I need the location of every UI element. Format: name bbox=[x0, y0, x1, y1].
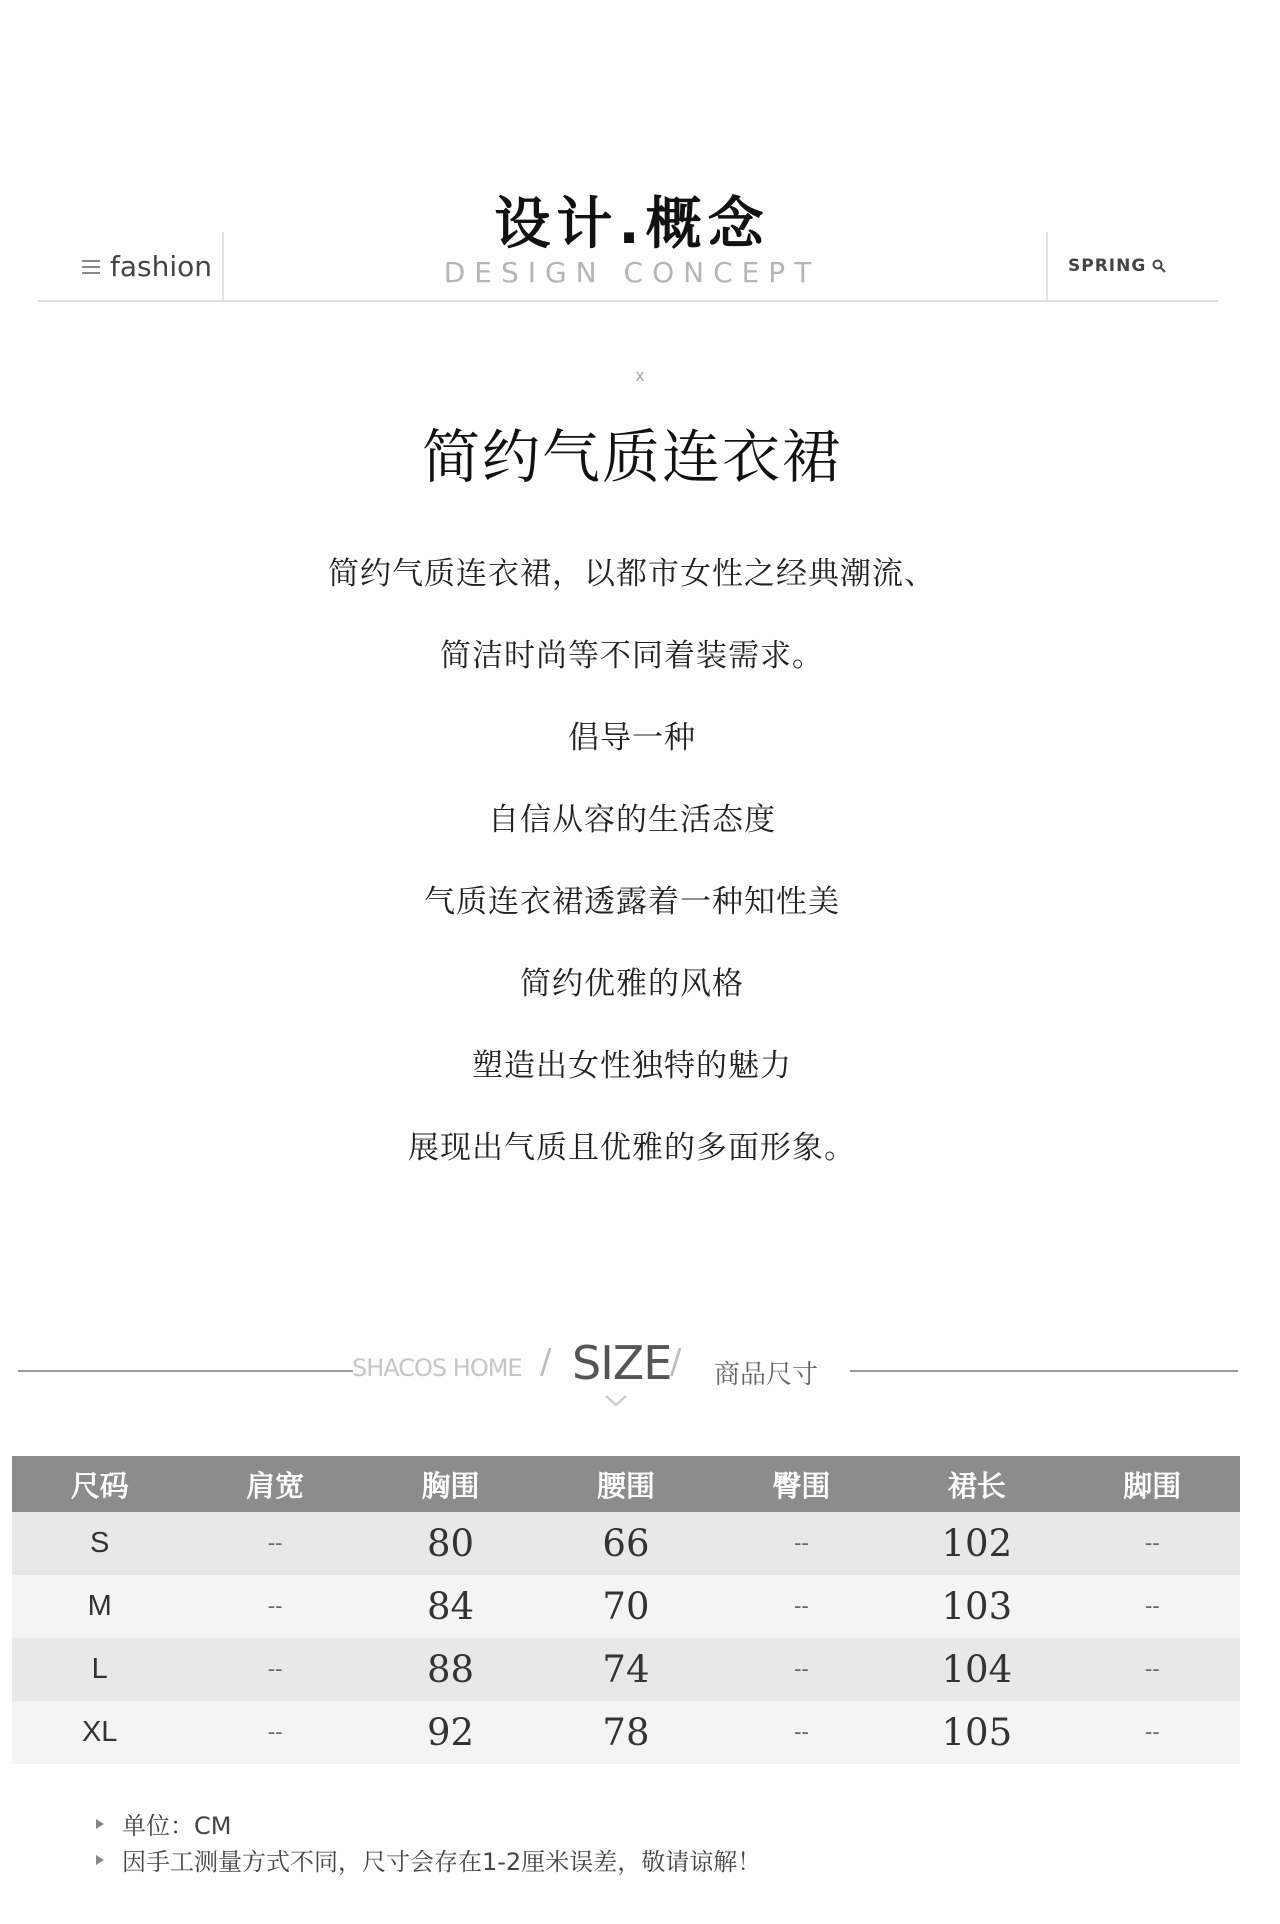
description-line: 倡导一种 bbox=[568, 720, 696, 756]
table-cell: 78 bbox=[538, 1701, 713, 1764]
brand-label: SHACOS HOME bbox=[352, 1354, 522, 1382]
table-cell: 88 bbox=[363, 1638, 538, 1701]
table-cell: 103 bbox=[889, 1575, 1064, 1638]
search-button[interactable] bbox=[1068, 256, 1166, 276]
note-item bbox=[96, 1842, 761, 1877]
table-cell: XL bbox=[12, 1701, 187, 1764]
column-header: 尺码 bbox=[12, 1456, 187, 1512]
table-cell: 70 bbox=[538, 1575, 713, 1638]
page-subtitle: DESIGN CONCEPT bbox=[443, 256, 821, 289]
table-cell: 74 bbox=[538, 1638, 713, 1701]
table-cell: -- bbox=[187, 1638, 362, 1701]
table-cell: -- bbox=[1065, 1701, 1240, 1764]
description-line: 塑造出女性独特的魅力 bbox=[472, 1048, 792, 1084]
description-line: 简洁时尚等不同着装需求。 bbox=[440, 638, 824, 674]
table-cell: -- bbox=[187, 1512, 362, 1575]
main-heading: 简约气质连衣裙 bbox=[421, 423, 842, 491]
table-cell: -- bbox=[714, 1512, 889, 1575]
size-divider-left bbox=[18, 1370, 353, 1372]
description-line: 展现出气质且优雅的多面形象。 bbox=[408, 1130, 856, 1166]
table-cell: 92 bbox=[363, 1701, 538, 1764]
table-cell: 66 bbox=[538, 1512, 713, 1575]
note-text: 因手工测量方式不同，尺寸会存在1-2厘米误差，敬请谅解！ bbox=[122, 1848, 762, 1876]
description-line: 气质连衣裙透露着一种知性美 bbox=[424, 884, 840, 920]
table-cell: 102 bbox=[889, 1512, 1064, 1575]
table-cell: 104 bbox=[889, 1638, 1064, 1701]
table-header-row bbox=[12, 1456, 1240, 1512]
description-line: 简约气质连衣裙，以都市女性之经典潮流、 bbox=[328, 556, 936, 592]
chevron-down-icon bbox=[604, 1394, 628, 1408]
bullet-icon bbox=[96, 1855, 104, 1865]
note-text: 单位：CM bbox=[122, 1812, 232, 1840]
menu-button[interactable] bbox=[82, 250, 212, 283]
table-cell: -- bbox=[187, 1575, 362, 1638]
table-cell: -- bbox=[1065, 1638, 1240, 1701]
column-header: 臀围 bbox=[714, 1456, 889, 1512]
separator: / bbox=[540, 1342, 552, 1382]
header-right-divider bbox=[1046, 232, 1048, 300]
spring-label: SPRING bbox=[1068, 256, 1147, 276]
table-cell: 84 bbox=[363, 1575, 538, 1638]
column-header: 肩宽 bbox=[187, 1456, 362, 1512]
x-mark: x bbox=[635, 366, 645, 385]
table-cell: -- bbox=[1065, 1575, 1240, 1638]
table-cell: -- bbox=[714, 1701, 889, 1764]
table-row bbox=[12, 1575, 1240, 1638]
size-heading: SIZE bbox=[572, 1336, 672, 1390]
table-cell: -- bbox=[714, 1638, 889, 1701]
description-line: 简约优雅的风格 bbox=[520, 966, 744, 1002]
table-cell: -- bbox=[714, 1575, 889, 1638]
separator: / bbox=[670, 1342, 682, 1382]
header-left-divider bbox=[222, 232, 224, 300]
table-row bbox=[12, 1512, 1240, 1575]
column-header: 胸围 bbox=[363, 1456, 538, 1512]
menu-label: fashion bbox=[110, 250, 213, 283]
note-item bbox=[96, 1806, 231, 1841]
table-cell: 105 bbox=[889, 1701, 1064, 1764]
table-cell: M bbox=[12, 1575, 187, 1638]
column-header: 裙长 bbox=[889, 1456, 1064, 1512]
table-cell: L bbox=[12, 1638, 187, 1701]
menu-icon bbox=[82, 260, 100, 274]
size-cn-label: 商品尺寸 bbox=[714, 1360, 819, 1390]
table-cell: 80 bbox=[363, 1512, 538, 1575]
table-cell: -- bbox=[187, 1701, 362, 1764]
header-divider bbox=[38, 300, 1218, 302]
table-cell: -- bbox=[1065, 1512, 1240, 1575]
page-title: 设计.概念 bbox=[494, 192, 770, 257]
table-row bbox=[12, 1638, 1240, 1701]
table-cell: S bbox=[12, 1512, 187, 1575]
size-divider-right bbox=[850, 1370, 1238, 1372]
table-row bbox=[12, 1701, 1240, 1764]
column-header: 腰围 bbox=[538, 1456, 713, 1512]
description-line: 自信从容的生活态度 bbox=[488, 802, 776, 838]
bullet-icon bbox=[96, 1819, 104, 1829]
column-header: 脚围 bbox=[1065, 1456, 1240, 1512]
size-table bbox=[12, 1456, 1240, 1764]
search-icon bbox=[1152, 259, 1166, 273]
